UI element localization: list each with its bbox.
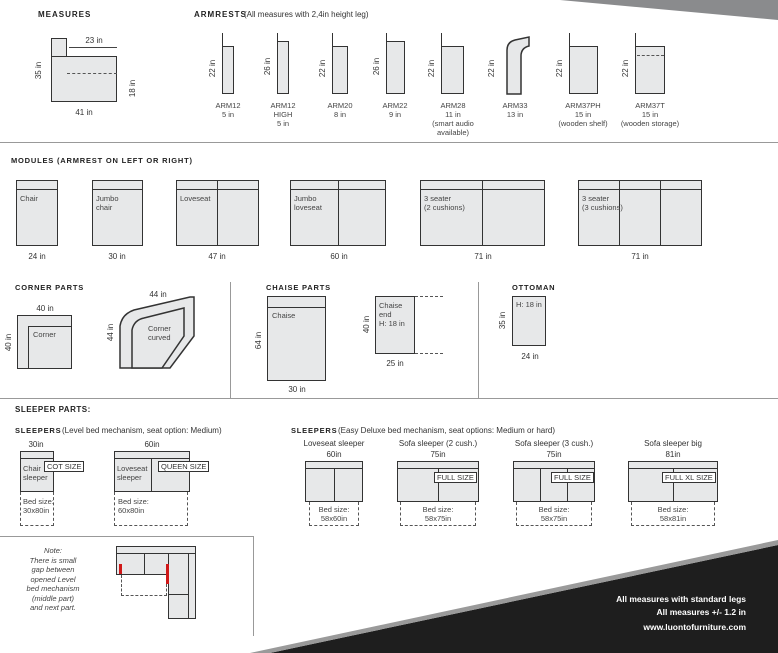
corner-title: CORNER PARTS bbox=[15, 283, 85, 292]
measures-title: MEASURES bbox=[38, 10, 92, 19]
footer-url[interactable]: www.luontofurniture.com bbox=[643, 622, 746, 632]
divider bbox=[0, 142, 778, 143]
ottoman-title: OTTOMAN bbox=[512, 283, 556, 292]
sleepers-easy-title: SLEEPERS bbox=[291, 426, 338, 435]
sleeper-parts-title: SLEEPER PARTS: bbox=[15, 405, 91, 414]
chaise-title: CHAISE PARTS bbox=[266, 283, 331, 292]
armrests-title: ARMRESTS bbox=[194, 10, 247, 19]
sleepers-easy-note: (Easy Deluxe bed mechanism, seat options: Medium or hard) bbox=[338, 426, 555, 435]
footer-line2: All measures +/- 1.2 in bbox=[656, 607, 746, 617]
footer bbox=[616, 593, 746, 634]
divider bbox=[478, 282, 479, 398]
measure-seat-height: 18 in bbox=[128, 79, 138, 98]
measure-height: 35 in bbox=[34, 61, 44, 80]
divider bbox=[0, 536, 253, 537]
armrests-note: (All measures with 2,4in height leg) bbox=[244, 10, 369, 19]
note-text: Note: There is small gap between opened Level bed mechanism (middle part) and next part. bbox=[26, 546, 80, 612]
footer-line1: All measures with standard legs bbox=[616, 594, 746, 604]
measure-width-bottom: 41 in bbox=[75, 108, 93, 117]
modules-title: MODULES (ARMREST ON LEFT OR RIGHT) bbox=[11, 156, 193, 165]
divider bbox=[230, 282, 231, 398]
divider bbox=[0, 398, 778, 399]
divider bbox=[253, 536, 254, 636]
measure-width-top: 23 in bbox=[85, 36, 103, 45]
sleepers-level-note: (Level bed mechanism, seat option: Medium) bbox=[62, 426, 222, 435]
sleepers-level-title: SLEEPERS bbox=[15, 426, 62, 435]
